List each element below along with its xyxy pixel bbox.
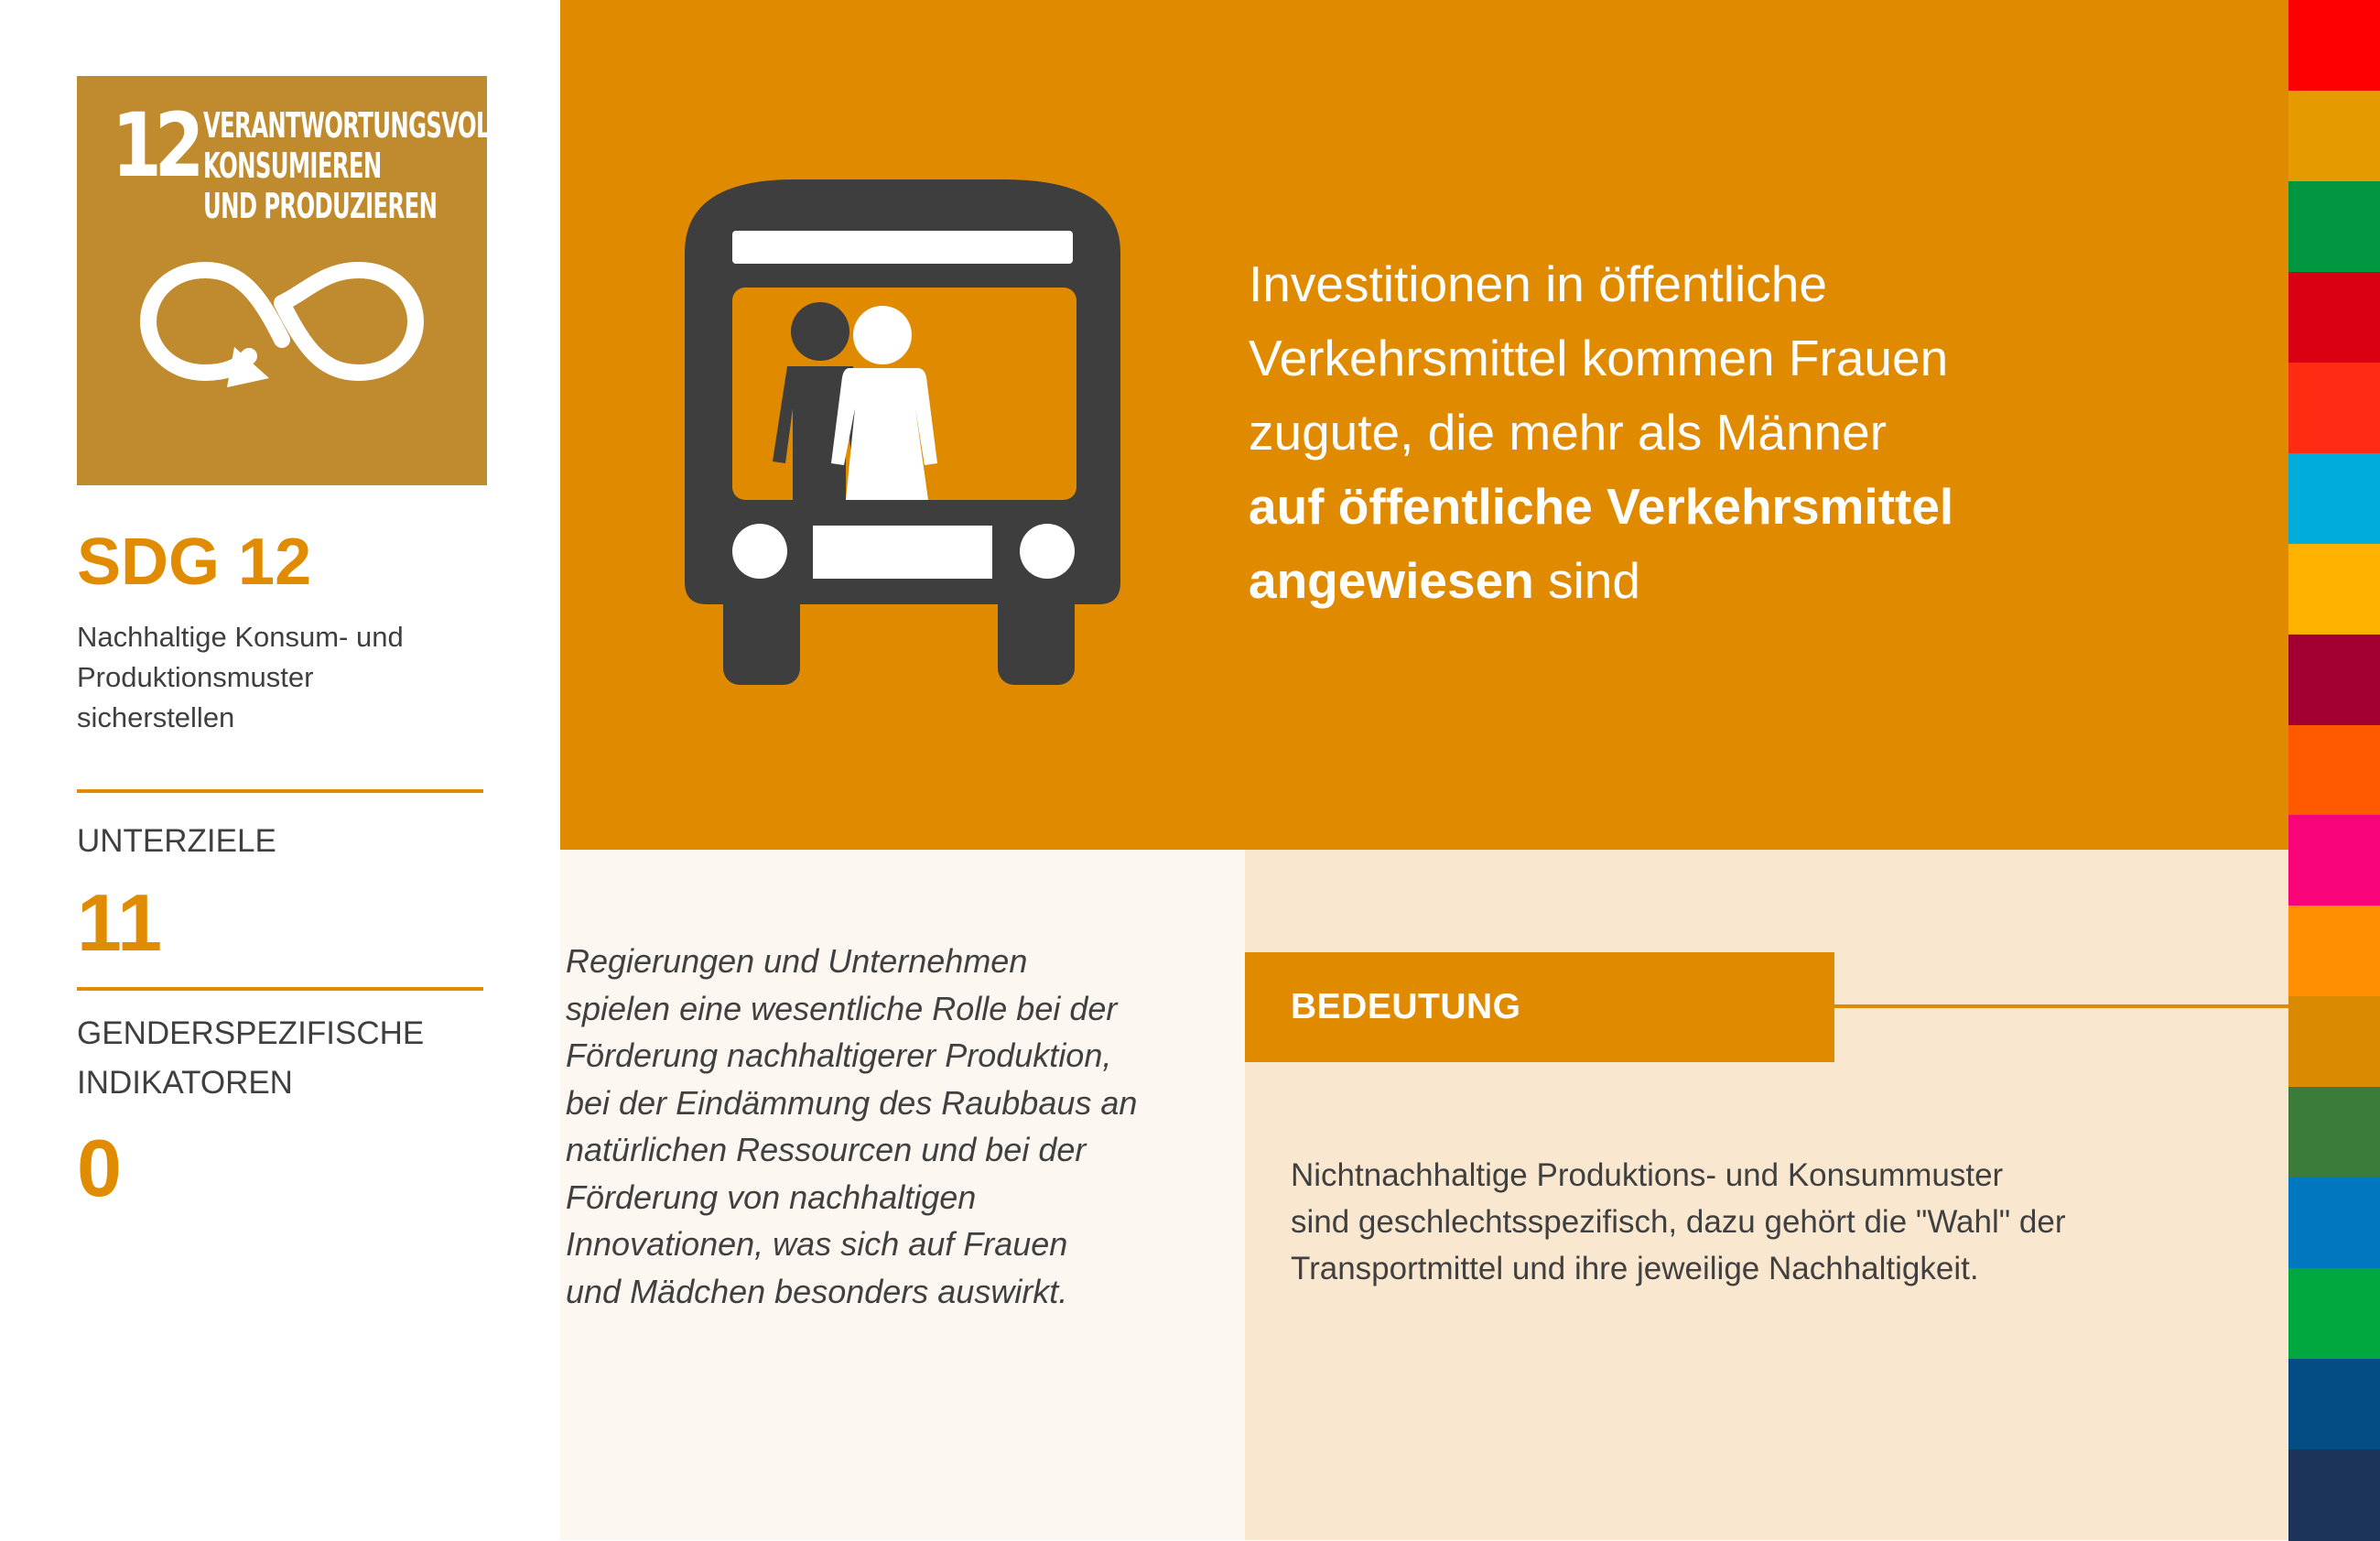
headline-bold-line: auf öffentliche Verkehrsmittel [1249,478,1954,535]
headline-line-end: sind [1533,552,1640,609]
headline-bold-word: angewiesen [1249,552,1534,609]
context-line: Innovationen, was sich auf Frauen [566,1225,1068,1263]
sdg-color-swatch [2288,996,2380,1088]
sdg-color-swatch [2288,181,2380,273]
bedeutung-line: Nichtnachhaltige Produktions- und Konsummuster [1291,1157,2004,1193]
bus-with-passengers-icon [685,179,1124,689]
sdg-color-swatch [2288,1268,2380,1360]
headline [1249,247,2237,618]
indikatoren-label [77,1009,424,1108]
sdg-color-swatch [2288,363,2380,454]
sdg-color-swatch [2288,635,2380,726]
sdg-color-swatch [2288,815,2380,906]
sdg-color-swatch [2288,725,2380,817]
divider [77,789,483,793]
divider [77,987,483,991]
infinity-arrow-icon [77,76,503,485]
sdg-color-swatch [2288,272,2380,364]
bedeutung-title: BEDEUTUNG [1291,987,1521,1026]
bedeutung-line: Transportmittel und ihre jeweilige Nachhaltigkeit. [1291,1251,1979,1286]
headline-line: zugute, die mehr als Männer [1249,404,1888,461]
headline-line: Investitionen in öffentliche [1249,255,1827,312]
context-line: spielen eine wesentliche Rolle bei der [566,989,1118,1027]
context-line: und Mädchen besonders auswirkt. [566,1272,1068,1310]
sdg-subtitle-line: Nachhaltige Konsum- und [77,621,404,653]
context-line: Regierungen und Unternehmen [566,942,1028,980]
context-paragraph [566,938,1225,1315]
sdg-12-tile [77,76,503,485]
sdg-tile-title-line: VERANTWORTUNGSVOLL [203,105,503,146]
context-line: Förderung von nachhaltigen [566,1177,977,1216]
sdg-subtitle [77,617,461,738]
sdg-color-swatch [2288,906,2380,997]
headline-line: Verkehrsmittel kommen Frauen [1249,330,1949,386]
sdg-subtitle-line: sicherstellen [77,701,235,733]
bedeutung-rule [1834,1004,2288,1008]
sdg-color-swatch [2288,1087,2380,1178]
sdg-tile-number: 12 [112,94,198,197]
sdg-color-swatch [2288,0,2380,92]
sdg-color-swatch [2288,1177,2380,1269]
indikatoren-value: 0 [77,1123,122,1213]
sdg-heading: SDG 12 [77,526,312,599]
indikatoren-label-line: GENDERSPEZIFISCHE [77,1015,425,1051]
sdg-color-swatch [2288,544,2380,635]
bedeutung-line: sind geschlechtsspezifisch, dazu gehört die "Wahl" der [1291,1204,2066,1240]
indikatoren-label-line: INDIKATOREN [77,1065,293,1101]
bedeutung-body [1291,1152,2243,1292]
sdg-color-swatch [2288,1449,2380,1541]
sdg-color-swatch [2288,91,2380,182]
sdg-color-swatch [2288,1359,2380,1450]
context-line: bei der Eindämmung des Raubbaus an [566,1083,1138,1122]
sdg-tile-title-line: UND PRODUZIEREN [203,186,438,226]
context-line: natürlichen Ressourcen und bei der [566,1131,1087,1168]
sdg-subtitle-line: Produktionsmuster [77,661,314,693]
context-line: Förderung nachhaltigerer Produktion, [566,1036,1112,1074]
unterziele-value: 11 [77,877,163,968]
unterziele-label [77,817,276,866]
sdg-color-swatch [2288,453,2380,545]
sdg-color-strip [2288,0,2380,1540]
sdg-tile-title-line: KONSUMIEREN [203,146,382,186]
unterziele-label-text: UNTERZIELE [77,823,276,859]
